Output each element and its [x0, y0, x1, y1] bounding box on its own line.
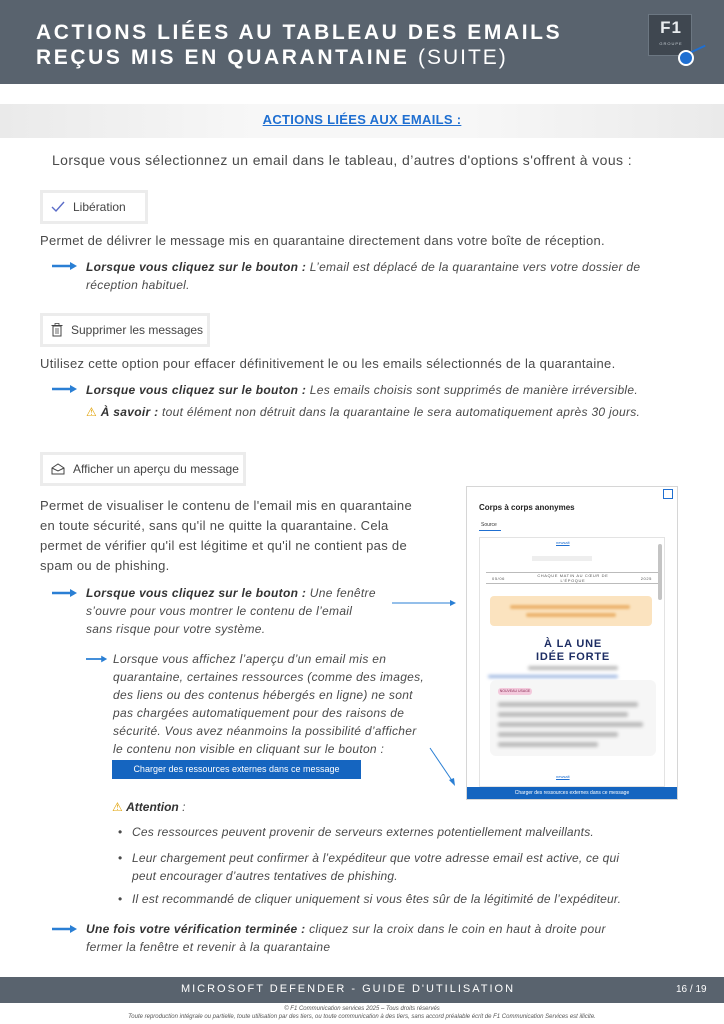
preview-pill: NOUVEAU USAGE — [499, 689, 531, 693]
attention-item-line: peut encourager d’autres tentatives de phishing. — [132, 869, 398, 883]
attention-heading — [112, 800, 185, 814]
apercu-bullet-bold: Lorsque vous cliquez sur le bouton : — [86, 586, 307, 600]
preview-row-mid-line1: CHAQUE MATIN AU CŒUR DE — [537, 573, 609, 578]
attention-item-line: • Leur chargement peut confirmer à l’expéditeur que votre adresse email est active, ce qui — [132, 851, 620, 865]
apercu-sub-line: quarantaine, certaines ressources (comme des images, — [113, 670, 425, 684]
apercu-desc-line: permet de vérifier qu'il est légitime et qu'il ne contient pas de — [40, 538, 407, 553]
section-title: ACTIONS LIÉES AUX EMAILS : — [262, 112, 462, 127]
logo-subtext: GROUPE — [659, 41, 683, 46]
attention-item-line: • Ces ressources peuvent provenir de serveurs externes potentiellement malveillants. — [132, 825, 594, 839]
page-title-suite: (SUITE) — [417, 46, 508, 69]
preview-blur-line — [498, 732, 618, 737]
preview-date-row — [486, 572, 658, 584]
final-text: cliquez sur la croix dans le coin en haut à droite pour — [309, 922, 606, 936]
apercu-desc-line: en toute sécurité, sans qu'il ne quitte la quarantaine. Cela — [40, 518, 389, 533]
page-title-line1: ACTIONS LIÉES AU TABLEAU DES EMAILS — [36, 21, 563, 44]
preview-blur-line — [498, 702, 638, 707]
apercu-bullet — [86, 584, 376, 638]
arrow-right-icon — [52, 588, 78, 598]
liberation-button-label: Libération — [73, 200, 126, 214]
preview-blur-line — [526, 613, 616, 617]
copyright-line1: © F1 Communication services 2025 – Tous droits réservés — [284, 1006, 440, 1012]
apercu-bullet-line: s’ouvre pour vous montrer le contenu de l’email — [86, 604, 353, 618]
final-text2: fermer la fenêtre et revenir à la quarantaine — [86, 940, 331, 954]
preview-image-placeholder: newsalt — [556, 774, 570, 779]
apercu-button[interactable] — [40, 452, 246, 486]
close-icon[interactable] — [663, 489, 673, 499]
supprimer-button-label: Supprimer les messages — [71, 323, 204, 337]
page-number: 16 / 19 — [676, 984, 707, 995]
final-bold: Une fois votre vérification terminée : — [86, 922, 306, 936]
supprimer-description: Utilisez cette option pour effacer définitivement le ou les emails sélectionnés de la quarantaine. — [40, 356, 616, 371]
preview-blur-line — [498, 742, 598, 747]
apercu-desc-line: Permet de visualiser le contenu de l'email mis en quarantaine — [40, 498, 412, 513]
preview-body — [479, 537, 665, 787]
apercu-bullet-line: Une fenêtre — [309, 586, 376, 600]
preview-load-button[interactable]: Charger des ressources externes dans ce message — [467, 787, 677, 799]
preview-blur-line — [528, 666, 618, 670]
preview-row-left: 05/06 — [492, 575, 506, 581]
supprimer-note-bold: À savoir : — [100, 405, 159, 419]
preview-headline-line1: À LA UNE — [544, 638, 602, 650]
liberation-description: Permet de délivrer le message mis en quarantaine directement dans votre boîte de réception. — [40, 233, 605, 248]
attention-bold: Attention — [126, 800, 179, 814]
envelope-open-icon — [51, 463, 65, 475]
intro-text: Lorsque vous sélectionnez un email dans le tableau, d’autres d'options s'offrent à vous : — [52, 152, 633, 168]
apercu-description — [40, 496, 412, 576]
preview-blur-line — [498, 712, 628, 717]
arrow-right-icon — [86, 654, 108, 664]
apercu-button-label: Afficher un aperçu du message — [73, 462, 239, 476]
connector-arrow-icon — [392, 598, 458, 608]
preview-image-placeholder: newsalt — [556, 540, 570, 545]
supprimer-bullet-bold: Lorsque vous cliquez sur le bouton : — [86, 383, 307, 397]
liberation-button[interactable] — [40, 190, 148, 224]
attention-item — [120, 823, 594, 841]
arrow-right-icon — [52, 924, 78, 934]
checkmark-icon — [51, 201, 65, 213]
apercu-sub-line: le contenu non visible en cliquant sur le bouton : — [113, 742, 385, 756]
footer-title: MICROSOFT DEFENDER - GUIDE D'UTILISATION — [180, 983, 516, 995]
supprimer-note-text: tout élément non détruit dans la quarantaine le sera automatiquement après 30 jours. — [162, 405, 641, 419]
preview-row-mid — [537, 573, 608, 583]
copyright-line2: Toute reproduction intégrale ou partielle, toute utilisation par des tiers, ou toute communication à des tiers, sans accord préalable écrit de F1 Communication Services est illicite. — [128, 1014, 596, 1020]
apercu-sub-line: sécurité. Vous avez néanmoins la possibilité d’afficher — [113, 724, 417, 738]
warning-icon: ⚠ — [112, 800, 123, 814]
trash-icon — [51, 323, 63, 337]
supprimer-note — [86, 403, 640, 421]
preview-tab-source[interactable]: Source — [481, 522, 497, 528]
page-title — [36, 20, 562, 70]
apercu-sub-line: des liens ou des contenus hébergés en ligne) ne sont — [113, 688, 413, 702]
liberation-bullet — [86, 258, 640, 294]
load-external-resources-button[interactable]: Charger des ressources externes dans ce message — [112, 760, 361, 779]
preview-row-mid-line2: L’ÉPOQUE — [560, 578, 586, 583]
supprimer-bullet — [86, 381, 638, 399]
liberation-bullet-bold: Lorsque vous cliquez sur le bouton : — [86, 260, 307, 274]
apercu-bullet-line: sans risque pour votre système. — [86, 622, 266, 636]
supprimer-bullet-text: Les emails choisis sont supprimés de manière irréversible. — [309, 383, 638, 397]
preview-title: Corps à corps anonymes — [479, 503, 575, 512]
liberation-bullet-text: L’email est déplacé de la quarantaine vers votre dossier de — [309, 260, 641, 274]
preview-promo-banner — [490, 596, 652, 626]
preview-blur-line — [498, 722, 643, 727]
apercu-desc-line: spam ou de phishing. — [40, 558, 170, 573]
attention-item — [120, 890, 621, 908]
logo-text: F1 — [660, 18, 682, 37]
preview-blur-line — [488, 675, 618, 678]
apercu-sub-line: Lorsque vous affichez l’aperçu d’un email mis en — [113, 652, 387, 666]
warning-icon: ⚠ — [86, 405, 98, 419]
preview-blur-line — [532, 556, 592, 561]
final-instruction — [86, 920, 606, 956]
preview-row-right: 2025 — [640, 575, 652, 581]
supprimer-button[interactable] — [40, 313, 210, 347]
apercu-sub-line: pas chargées automatiquement pour des raisons de — [113, 706, 405, 720]
copyright — [0, 1005, 724, 1024]
preview-scrollbar[interactable] — [658, 544, 662, 600]
apercu-sub-bullet — [113, 650, 439, 758]
attention-item — [120, 849, 619, 885]
page-title-line2: REÇUS MIS EN QUARANTAINE — [36, 46, 410, 69]
message-preview-panel — [466, 486, 678, 800]
preview-headline-line2: IDÉE FORTE — [535, 651, 610, 663]
attention-item-line: • Il est recommandé de cliquer uniquement si vous êtes sûr de la légitimité de l’expéditeur. — [132, 892, 622, 906]
arrow-right-icon — [52, 384, 78, 394]
attention-suffix: : — [182, 800, 186, 814]
preview-article-card — [490, 680, 656, 756]
liberation-bullet-text2: réception habituel. — [86, 278, 190, 292]
arrow-right-icon — [52, 261, 78, 271]
preview-blur-line — [510, 605, 630, 609]
logo-dot-icon — [678, 50, 694, 66]
preview-tab-underline — [479, 530, 501, 531]
